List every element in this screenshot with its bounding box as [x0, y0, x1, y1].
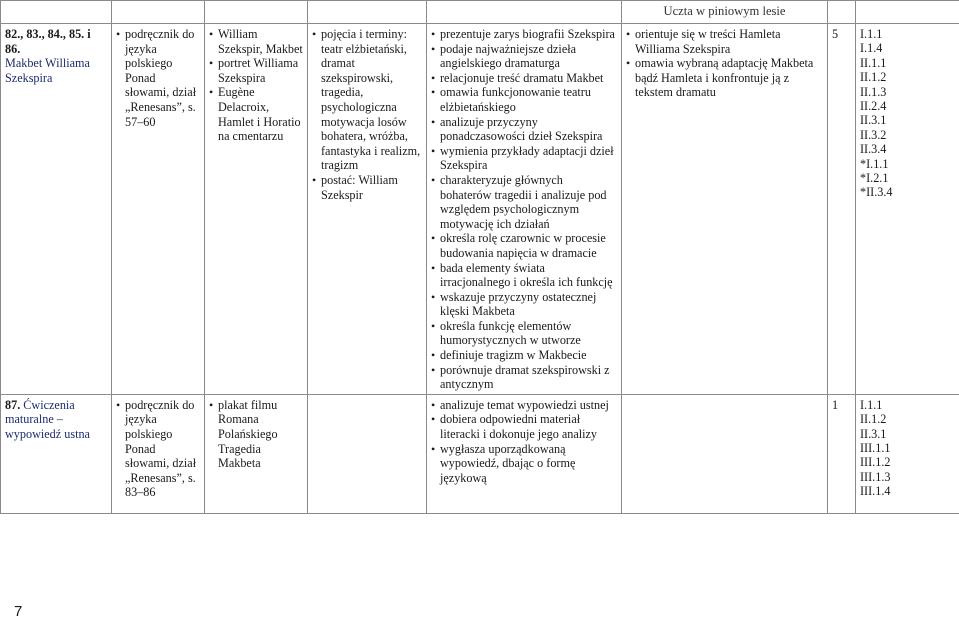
- lesson-title: Makbet Williama Szekspira: [5, 56, 90, 85]
- objective-item: • wskazuje przyczyny ostatecznej klęski Makbeta: [431, 290, 617, 319]
- codes-cell: [856, 24, 959, 395]
- code-item: II.3.2: [860, 127, 887, 142]
- objective-item: • wygłasza uporządkowaną wypowiedź, dbając o formę językową: [431, 442, 617, 486]
- concepts-cell: [308, 24, 427, 395]
- code-item: *I.1.1: [860, 156, 889, 171]
- objective-item: • analizuje przyczyny ponadczasowości dzieł Szekspira: [431, 115, 617, 144]
- lesson-cell: [1, 24, 112, 395]
- lesson-numbers: 87.: [5, 397, 21, 412]
- concepts-cell: [308, 394, 427, 513]
- objective-item: • prezentuje zarys biografii Szekspira: [431, 27, 617, 42]
- concept-item: • pojęcia i terminy: teatr elżbietański, dramat szekspirowski, tragedia, psychologiczna motywacja losów bohatera, wróżba, fantastyka i realizm, tragizm: [312, 27, 422, 173]
- code-item: *II.3.4: [860, 185, 893, 200]
- code-item: I.1.4: [860, 41, 883, 56]
- objective-item: • porównuje dramat szekspirowski z antycznym: [431, 363, 617, 392]
- lesson-cell: [1, 394, 112, 513]
- concept-item: • postać: William Szekspir: [312, 173, 422, 202]
- table-row: [1, 24, 959, 395]
- hours-cell: 1: [828, 394, 856, 513]
- media-item: • plakat filmu Romana Polańskiego Tragedia Makbeta: [209, 398, 303, 471]
- objective-item: • relacjonuje treść dramatu Makbet: [431, 71, 617, 86]
- objectives-cell: [427, 24, 622, 395]
- code-item: II.1.2: [860, 412, 887, 427]
- objective-item: • charakteryzuje głównych bohaterów tragedii i analizuje pod względem psychologicznym motywację ich działań: [431, 173, 617, 231]
- code-item: I.1.1: [860, 397, 883, 412]
- table-row: [1, 394, 959, 513]
- code-item: III.1.1: [860, 441, 891, 456]
- code-item: II.1.3: [860, 84, 887, 99]
- objective-item: • omawia funkcjonowanie teatru elżbietańskiego: [431, 85, 617, 114]
- extended-item: • orientuje się w treści Hamleta Williama Szekspira: [626, 27, 823, 56]
- materials-cell: [112, 394, 205, 513]
- lesson-title: Ćwiczenia maturalne – wypowiedź ustna: [5, 397, 90, 442]
- objective-item: • określa funkcję elementów humorystycznych w utworze: [431, 319, 617, 348]
- code-item: II.3.1: [860, 113, 887, 128]
- extended-cell: [622, 24, 828, 395]
- media-cell: [205, 24, 308, 395]
- code-item: III.1.2: [860, 455, 891, 470]
- objective-item: • określa rolę czarownic w procesie budowania napięcia w dramacie: [431, 231, 617, 260]
- codes-cell: [856, 394, 959, 513]
- media-item: • portret Williama Szekspira: [209, 56, 303, 85]
- objective-item: • wymienia przykłady adaptacji dzieł Szekspira: [431, 144, 617, 173]
- code-item: II.1.1: [860, 55, 887, 70]
- page-number: 7: [14, 603, 23, 620]
- lesson-numbers: 82., 83., 84., 85. i 86.: [5, 27, 91, 56]
- code-item: III.1.4: [860, 484, 891, 499]
- materials-cell: [112, 24, 205, 395]
- code-item: II.1.2: [860, 70, 887, 85]
- objective-item: • dobiera odpowiedni materiał literacki i dokonuje jego analizy: [431, 412, 617, 441]
- objectives-cell: [427, 394, 622, 513]
- code-item: II.2.4: [860, 99, 887, 114]
- extended-cell: [622, 394, 828, 513]
- media-cell: [205, 394, 308, 513]
- code-item: II.3.1: [860, 426, 887, 441]
- code-item: II.3.4: [860, 142, 887, 157]
- media-item: • Eugène Delacroix, Hamlet i Horatio na cmentarzu: [209, 85, 303, 143]
- header-row: [1, 1, 959, 24]
- hours-cell: 5: [828, 24, 856, 395]
- media-item: • William Szekspir, Makbet: [209, 27, 303, 56]
- objective-item: • definiuje tragizm w Makbecie: [431, 348, 617, 363]
- objective-item: • analizuje temat wypowiedzi ustnej: [431, 398, 617, 413]
- code-item: I.1.1: [860, 27, 883, 41]
- objective-item: • podaje najważniejsze dzieła angielskiego dramaturga: [431, 42, 617, 71]
- code-item: III.1.3: [860, 469, 891, 484]
- extended-requirements-header: Uczta w piniowym lesie: [622, 1, 828, 24]
- material-item: • podręcznik do języka polskiego Ponad słowami, dział „Renesans”, s. 83–86: [116, 398, 200, 500]
- code-item: *I.2.1: [860, 171, 889, 186]
- objective-item: • bada elementy świata irracjonalnego i określa ich funkcję: [431, 261, 617, 290]
- extended-item: • omawia wybraną adaptację Makbeta bądź Hamleta i konfrontuje ją z tekstem dramatu: [626, 56, 823, 100]
- material-item: • podręcznik do języka polskiego Ponad słowami, dział „Renesans”, s. 57–60: [116, 27, 200, 129]
